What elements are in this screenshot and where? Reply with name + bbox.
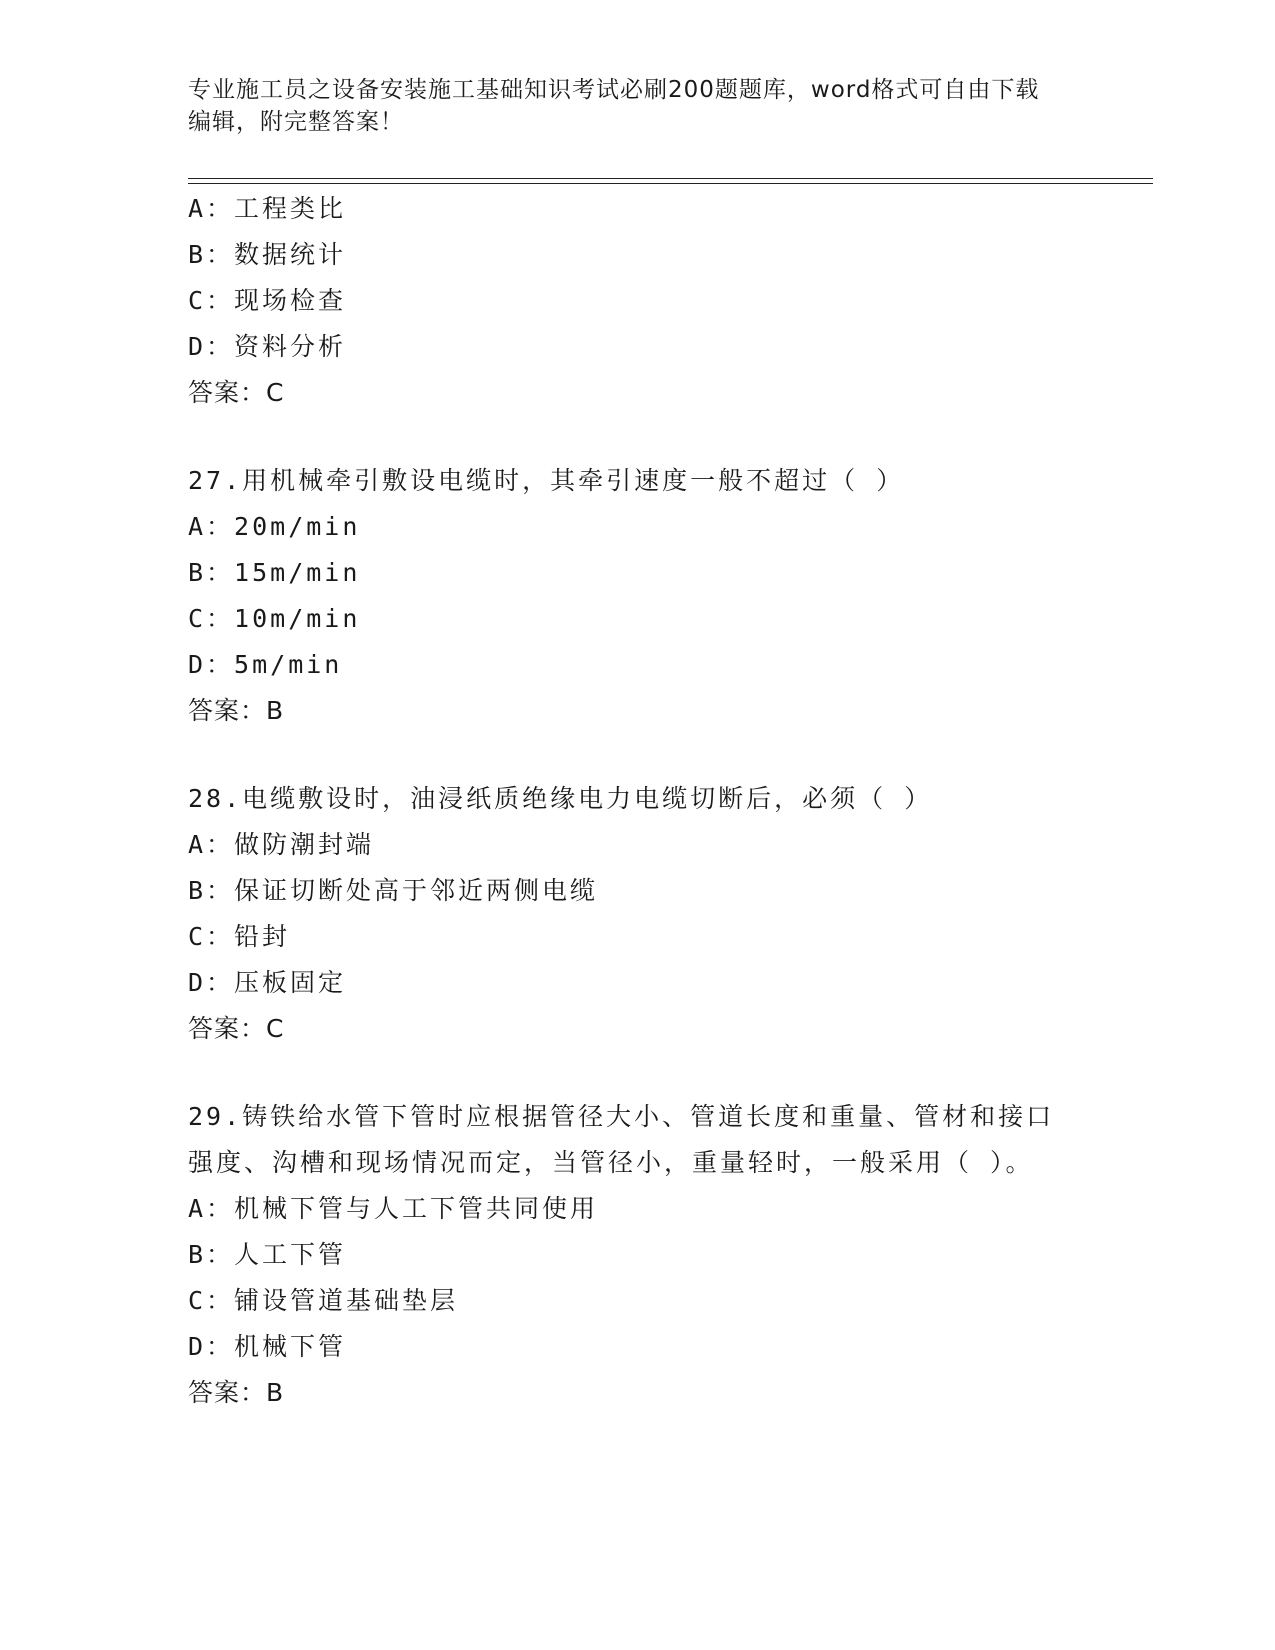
document-header (188, 74, 1088, 138)
header-title-line-2: 编辑，附完整答案！ (188, 109, 404, 135)
option-d: D：资料分析 (188, 332, 347, 361)
option-b: B：保证切断处高于邻近两侧电缆 (188, 876, 599, 905)
option-c: C：10m/min (188, 604, 361, 633)
question-list (188, 186, 1148, 1416)
option-b: B：15m/min (188, 558, 361, 587)
option-c: C：现场检查 (188, 286, 347, 315)
option-d: D：压板固定 (188, 968, 347, 997)
header-title-line-1: 专业施工员之设备安装施工基础知识考试必刷200题题库，word格式可自由下载 (188, 77, 1040, 103)
answer-line: 答案：B (188, 696, 285, 725)
question-text-line-1: 29.铸铁给水管下管时应根据管径大小、管道长度和重量、管材和接口 (188, 1102, 1055, 1131)
option-b: B：人工下管 (188, 1240, 347, 1269)
option-c: C：铅封 (188, 922, 291, 951)
answer-line: 答案：C (188, 1014, 285, 1043)
question-text: 28.电缆敷设时，油浸纸质绝缘电力电缆切断后，必须（ ） (188, 784, 933, 813)
question-block-29 (188, 1094, 1148, 1416)
header-divider-top (188, 178, 1153, 179)
spacer (188, 734, 1148, 776)
header-divider-bottom (188, 183, 1153, 184)
question-block-28 (188, 776, 1148, 1052)
answer-line: 答案：C (188, 378, 285, 407)
question-block-27 (188, 458, 1148, 734)
option-d: D：5m/min (188, 650, 343, 679)
question-text: 27.用机械牵引敷设电缆时，其牵引速度一般不超过（ ） (188, 466, 905, 495)
option-b: B：数据统计 (188, 240, 347, 269)
option-a: A：20m/min (188, 512, 361, 541)
spacer (188, 1052, 1148, 1094)
option-c: C：铺设管道基础垫层 (188, 1286, 459, 1315)
option-a: A：工程类比 (188, 194, 347, 223)
answer-line: 答案：B (188, 1378, 285, 1407)
question-text-line-2: 强度、沟槽和现场情况而定，当管径小，重量轻时，一般采用（ ）。 (188, 1148, 1034, 1177)
option-a: A：做防潮封端 (188, 830, 375, 859)
option-d: D：机械下管 (188, 1332, 347, 1361)
spacer (188, 416, 1148, 458)
option-a: A：机械下管与人工下管共同使用 (188, 1194, 599, 1223)
question-block-26 (188, 186, 1148, 416)
